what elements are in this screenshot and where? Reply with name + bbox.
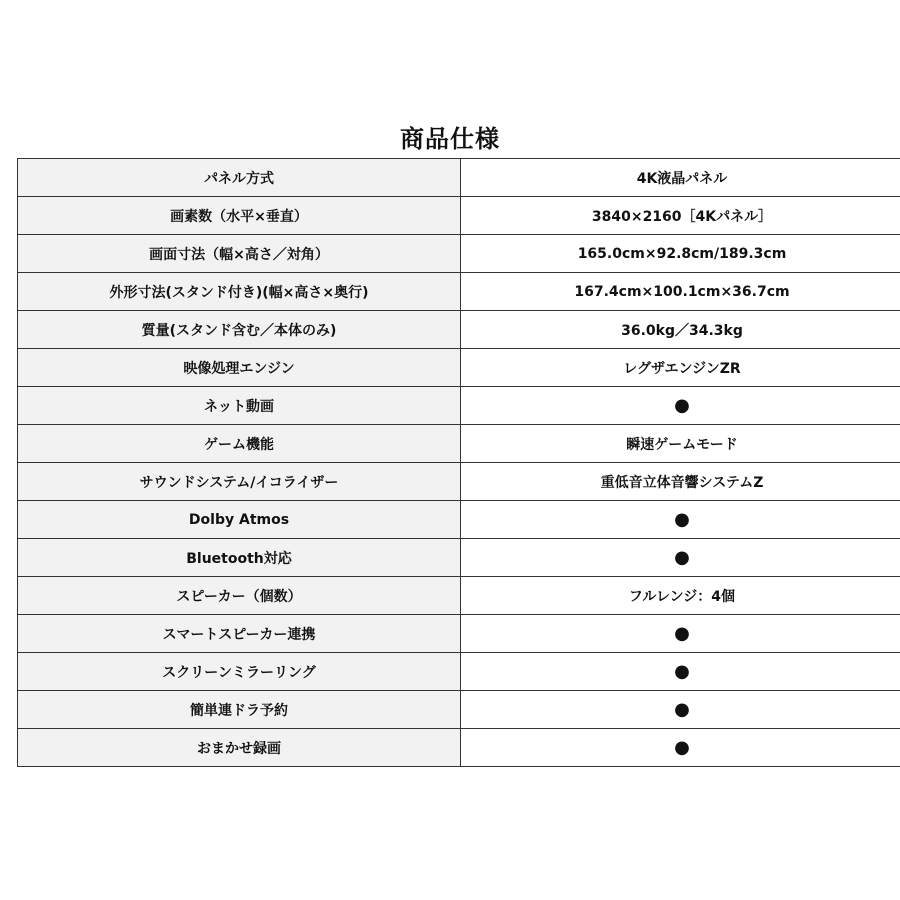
supported-mark: ● — [461, 501, 900, 539]
spec-table — [17, 158, 900, 767]
supported-mark: ● — [461, 729, 900, 767]
table-row — [18, 387, 900, 425]
table-row — [18, 729, 900, 767]
table-row — [18, 463, 900, 501]
table-row — [18, 159, 900, 197]
spec-label: スマートスピーカー連携 — [18, 615, 461, 653]
spec-label: ゲーム機能 — [18, 425, 461, 463]
spec-label: 映像処理エンジン — [18, 349, 461, 387]
spec-label: 画面寸法（幅×高さ／対角） — [18, 235, 461, 273]
spec-value: 36.0kg／34.3kg — [461, 311, 900, 349]
spec-label: 外形寸法(スタンド付き)(幅×高さ×奥行) — [18, 273, 461, 311]
supported-mark: ● — [461, 539, 900, 577]
table-row — [18, 539, 900, 577]
spec-value: 4K液晶パネル — [461, 159, 900, 197]
spec-value: 重低音立体音響システムZ — [461, 463, 900, 501]
supported-mark: ● — [461, 387, 900, 425]
spec-value: レグザエンジンZR — [461, 349, 900, 387]
spec-value: 165.0cm×92.8cm/189.3cm — [461, 235, 900, 273]
table-row — [18, 197, 900, 235]
table-row — [18, 691, 900, 729]
spec-label: Dolby Atmos — [18, 501, 461, 539]
table-row — [18, 349, 900, 387]
table-row — [18, 501, 900, 539]
table-row — [18, 653, 900, 691]
table-row — [18, 311, 900, 349]
page-title: 商品仕様 — [400, 125, 500, 153]
spec-value: 瞬速ゲームモード — [461, 425, 900, 463]
spec-label: スクリーンミラーリング — [18, 653, 461, 691]
spec-label: 画素数（水平×垂直） — [18, 197, 461, 235]
spec-label: Bluetooth対応 — [18, 539, 461, 577]
table-row — [18, 615, 900, 653]
spec-label: 質量(スタンド含む／本体のみ) — [18, 311, 461, 349]
supported-mark: ● — [461, 653, 900, 691]
supported-mark: ● — [461, 691, 900, 729]
supported-mark: ● — [461, 615, 900, 653]
spec-label: スピーカー（個数） — [18, 577, 461, 615]
spec-value: 3840×2160［4Kパネル］ — [461, 197, 900, 235]
table-row — [18, 425, 900, 463]
table-row — [18, 273, 900, 311]
spec-label: 簡単連ドラ予約 — [18, 691, 461, 729]
table-row — [18, 235, 900, 273]
spec-label: おまかせ録画 — [18, 729, 461, 767]
spec-label: パネル方式 — [18, 159, 461, 197]
spec-value: フルレンジ：4個 — [461, 577, 900, 615]
spec-value: 167.4cm×100.1cm×36.7cm — [461, 273, 900, 311]
table-row — [18, 577, 900, 615]
spec-label: ネット動画 — [18, 387, 461, 425]
spec-label: サウンドシステム/イコライザー — [18, 463, 461, 501]
